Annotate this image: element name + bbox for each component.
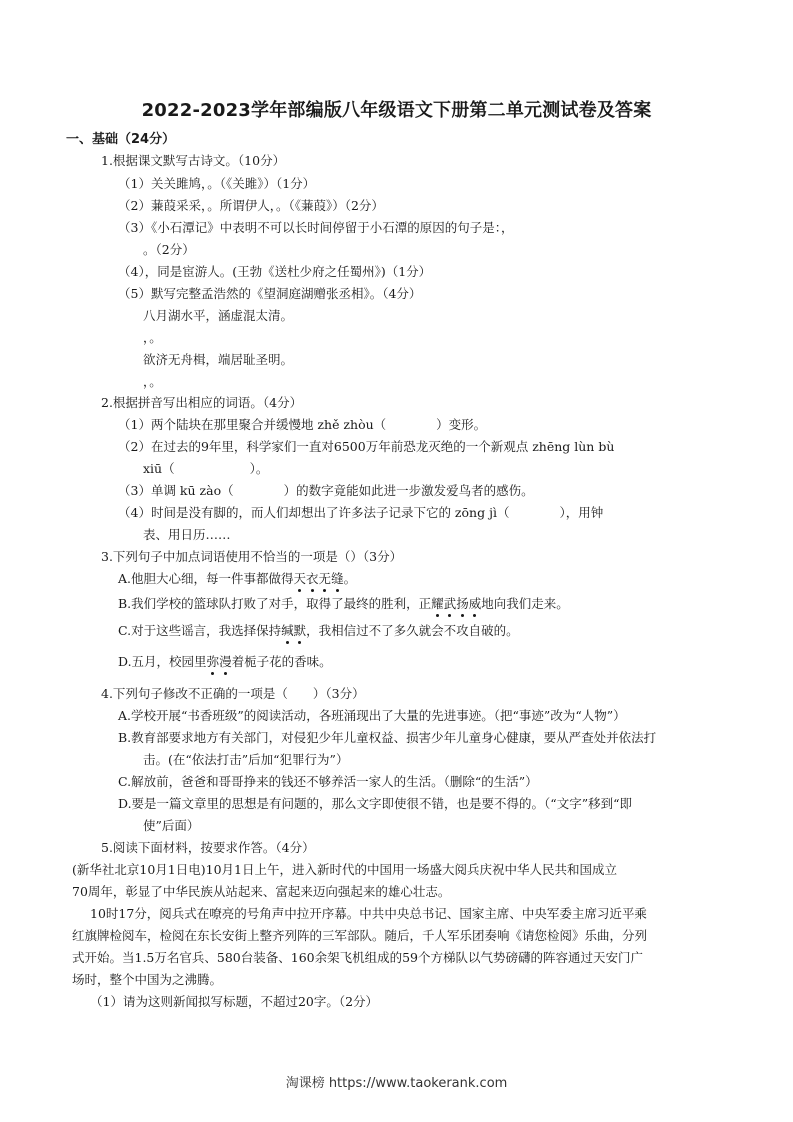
question-4-option-d-cont: 使”后面） bbox=[143, 818, 200, 833]
question-3-stem: 3.下列句子中加点词语使用不恰当的一项是（）（3分） bbox=[101, 549, 403, 564]
poem-line-2: ，。 bbox=[143, 330, 162, 345]
reading-paragraph-2-line-3: 式开始。当1.5万名官兵、580台装备、160余架飞机组成的59个方梯队以气势磅礴的阵容通过天安门广 bbox=[72, 950, 644, 965]
question-1-item-3: （3）《小石潭记》中表明不可以长时间停留于小石潭的原因的句子是：， bbox=[118, 220, 514, 235]
question-2-item-3: （3）单调 kū zào（ ）的数字竟能如此进一步激发爱鸟者的感伤。 bbox=[118, 483, 534, 498]
option-b-text-end: 地向我们走来。 bbox=[481, 596, 569, 611]
question-4-option-b: B.教育部要求地方有关部门，对侵犯少年儿童权益、损害少年儿童身心健康，要从严查处并依法打 bbox=[118, 730, 657, 745]
question-4-option-a: A.学校开展“书香班级”的阅读活动，各班涌现出了大量的先进事迹。（把“事迹”改为“人物”） bbox=[118, 708, 626, 723]
question-2-item-4-cont: 表、用日历…… bbox=[143, 527, 231, 542]
option-a-text: A.他胆大心细，每一件事都做得 bbox=[118, 571, 294, 586]
emphasis-dot-char: 缝 bbox=[331, 571, 344, 586]
emphasis-dot-char: 弥 bbox=[206, 654, 220, 669]
option-d-text: D.五月，校园里 bbox=[118, 654, 207, 669]
question-4-option-c: C.解放前，爸爸和哥哥挣来的钱还不够养活一家人的生活。（删除“的生活”） bbox=[118, 774, 538, 789]
option-d-dotted-word bbox=[207, 654, 232, 669]
question-3-option-c bbox=[118, 623, 519, 639]
question-2-stem: 2.根据拼音写出相应的词语。（4分） bbox=[101, 395, 303, 410]
reading-paragraph-1-line-1: (新华社北京10月1日电)10月1日上午，进入新时代的中国用一场盛大阅兵庆祝中华人民共和国成立 bbox=[72, 862, 617, 877]
option-c-text: C.对于这些谣言，我选择保持 bbox=[118, 623, 282, 638]
emphasis-dot-char: 无 bbox=[318, 571, 332, 586]
question-1-item-2: （2）蒹葭采采，。所谓伊人，。（《蒹葭》）（2分） bbox=[118, 198, 384, 213]
emphasis-dot-char: 漫 bbox=[219, 654, 232, 669]
question-5-stem: 5.阅读下面材料，按要求作答。（4分） bbox=[101, 840, 315, 855]
option-a-dotted-word bbox=[294, 571, 344, 586]
poem-line-4: ，。 bbox=[143, 374, 162, 389]
question-2-item-1: （1）两个陆块在那里聚合并缓慢地 zhě zhòu（ ）变形。 bbox=[118, 417, 487, 432]
option-c-text-end: ，我相信过不了多久就会不攻自破的。 bbox=[306, 623, 519, 638]
emphasis-dot-char: 默 bbox=[293, 623, 307, 638]
reading-paragraph-2-line-2: 红旗牌检阅车，检阅在东长安街上整齐列阵的三军部队。随后，千人军乐团奏响《请您检阅》乐曲，分列 bbox=[72, 928, 648, 943]
question-2-item-2-cont: xiū（ ）。 bbox=[143, 461, 269, 476]
emphasis-dot-char: 武 bbox=[443, 596, 457, 611]
option-a-text-end: 。 bbox=[343, 571, 357, 586]
reading-paragraph-2-line-1: 10时17分，阅兵式在嘹亮的号角声中拉开序幕。中共中央总书记、国家主席、中央军委主席习近平乘 bbox=[90, 906, 647, 921]
option-b-text: B.我们学校的篮球队打败了对手，取得了最终的胜利，正 bbox=[118, 596, 432, 611]
question-2-item-4: （4）时间是没有脚的，而人们却想出了许多法子记录下它的 zōng jì（ ），用钟 bbox=[118, 505, 604, 520]
reading-paragraph-2-line-4: 场时，整个中国为之沸腾。 bbox=[72, 972, 223, 987]
question-1-item-1: （1）关关雎鸠，。（《关雎》）（1分） bbox=[118, 176, 316, 191]
poem-line-3: 欲济无舟楫，端居耻圣明。 bbox=[143, 352, 294, 367]
question-1-item-4: （4），同是宦游人。(王勃《送杜少府之任蜀州》)（1分） bbox=[118, 264, 432, 279]
option-b-dotted-word bbox=[431, 596, 481, 611]
section-heading: 一、基础（24分） bbox=[66, 132, 176, 147]
emphasis-dot-char: 耀 bbox=[431, 596, 444, 611]
option-c-dotted-word bbox=[281, 623, 306, 638]
emphasis-dot-char: 扬 bbox=[456, 596, 469, 611]
question-4-option-d: D.要是一篇文章里的思想是有问题的，那么文字即使很不错，也是要不得的。（“文字”移到“即 bbox=[118, 796, 632, 811]
question-4-stem: 4.下列句子修改不正确的一项是（ ）（3分） bbox=[101, 686, 365, 701]
option-d-text-end: 着栀子花的香味。 bbox=[231, 654, 332, 669]
emphasis-dot-char: 缄 bbox=[281, 623, 294, 638]
emphasis-dot-char: 天 bbox=[293, 571, 307, 586]
question-1-stem: 1.根据课文默写古诗文。（10分） bbox=[101, 153, 286, 168]
question-4-option-b-cont: 击。(在“依法打击”后加“犯罪行为”） bbox=[143, 752, 349, 767]
question-1-item-3-cont: 。（2分） bbox=[143, 242, 195, 257]
footer-watermark: 淘课榜 https://www.taokerank.com bbox=[285, 1076, 508, 1091]
question-3-option-b bbox=[118, 596, 569, 612]
question-3-option-a bbox=[118, 571, 356, 587]
question-5-item-1: （1）请为这则新闻拟写标题，不超过20字。（2分） bbox=[90, 994, 379, 1009]
emphasis-dot-char: 衣 bbox=[306, 571, 319, 586]
page-title: 2022-2023学年部编版八年级语文下册第二单元测试卷及答案 bbox=[141, 100, 652, 121]
question-2-item-2: （2）在过去的9年里，科学家们一直对6500万年前恐龙灭绝的一个新观点 zhēng lùn bù bbox=[118, 439, 615, 454]
reading-paragraph-1-line-2: 70周年，彰显了中华民族从站起来、富起来迈向强起来的雄心壮志。 bbox=[72, 884, 451, 899]
emphasis-dot-char: 威 bbox=[468, 596, 482, 611]
question-1-item-5: （5）默写完整孟浩然的《望洞庭湖赠张丞相》。（4分） bbox=[118, 286, 422, 301]
question-3-option-d bbox=[118, 654, 332, 670]
poem-line-1: 八月湖水平，涵虚混太清。 bbox=[143, 308, 294, 323]
